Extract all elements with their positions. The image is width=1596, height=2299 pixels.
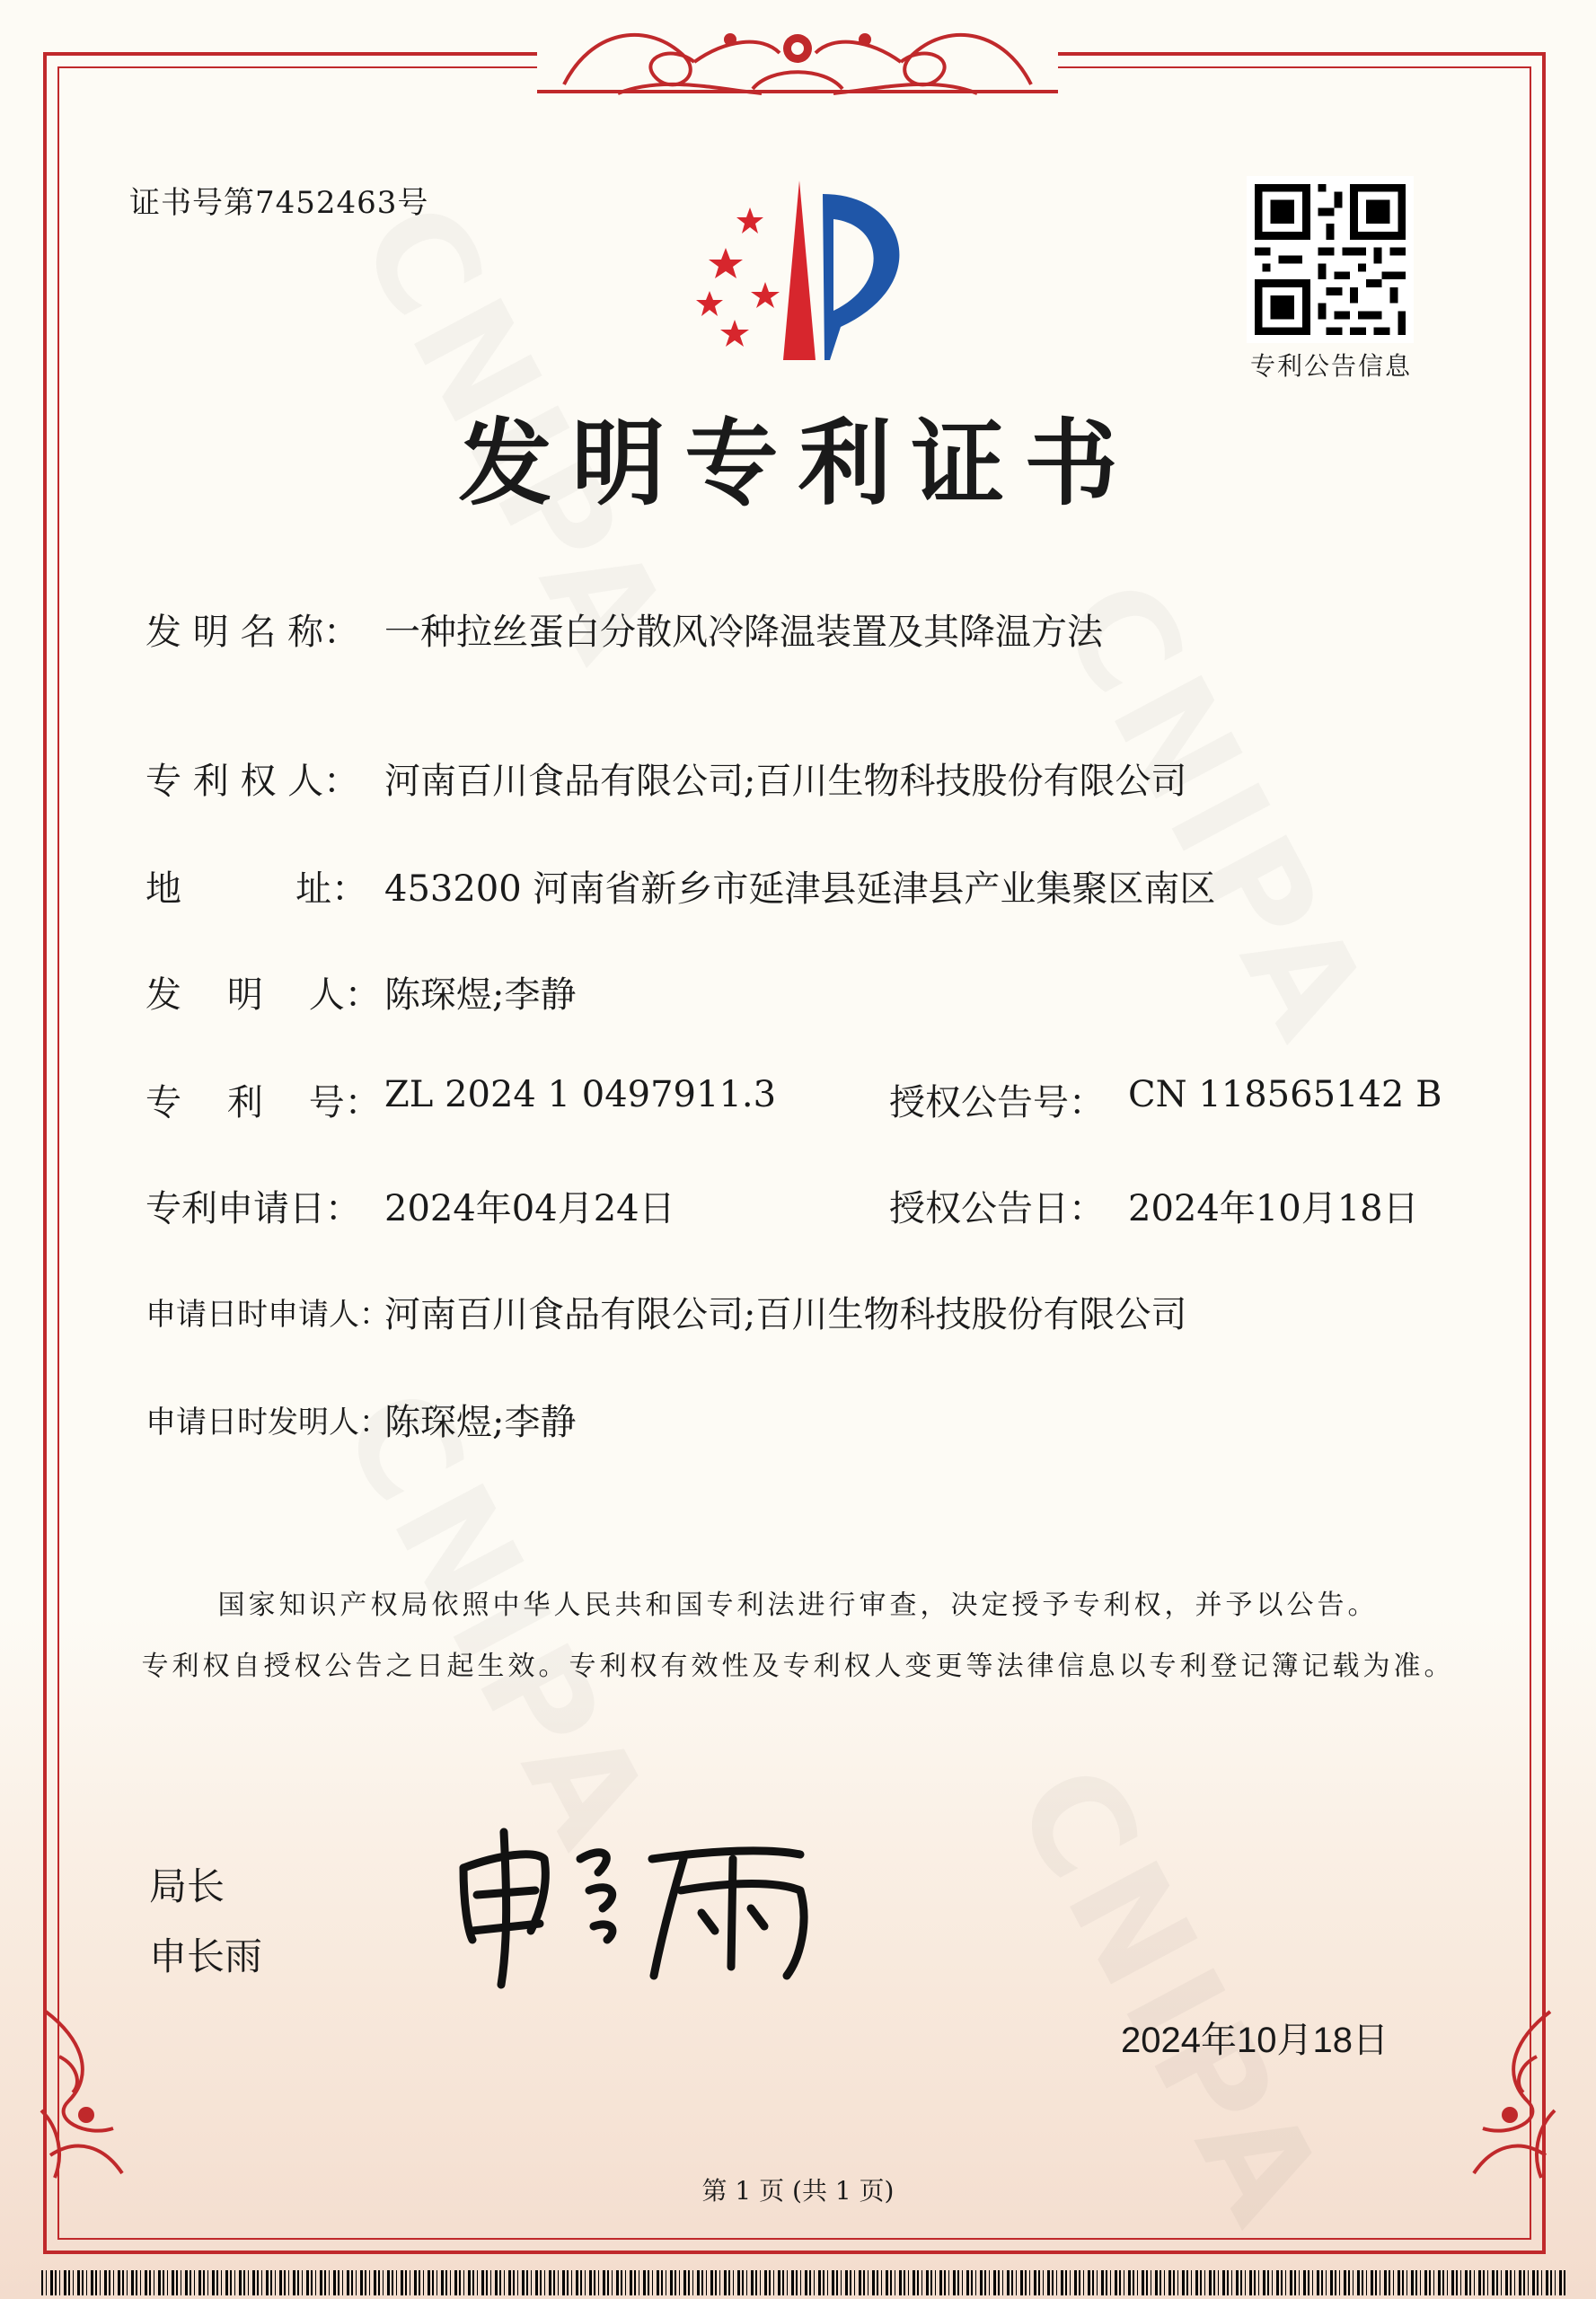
address-value: 453200 河南省新乡市延津县延津县产业集聚区南区 [384,868,1216,910]
invention-name-value: 一种拉丝蛋白分散风冷降温装置及其降温方法 [384,612,1103,653]
director-signature-icon [445,1805,823,1994]
page-number: 第 1 页 (共 1 页) [701,2176,895,2206]
applicant-at-filing-label: 申请日时申请人： [145,1297,390,1333]
certificate-number: 证书号第7452463号 [129,185,429,221]
cnipa-logo-icon [665,176,934,374]
top-ornament-icon [537,13,1058,102]
qr-caption: 专利公告信息 [1249,351,1412,381]
issue-date: 2024年10月18日 [1121,2021,1389,2060]
grant-publication-date-label: 授权公告日： [889,1188,1105,1229]
inventor-at-filing-value: 陈琛煜;李静 [384,1402,577,1443]
patentee-value: 河南百川食品有限公司;百川生物科技股份有限公司 [384,761,1187,802]
grant-publication-number-value: CN 118565142 B [1128,1074,1442,1115]
grant-publication-date-value: 2024年10月18日 [1128,1188,1419,1229]
corner-ornament-icon [32,2003,131,2182]
patent-number-value: ZL 2024 1 0497911.3 [384,1074,777,1115]
filing-date-value: 2024年04月24日 [384,1188,675,1229]
qr-code-icon[interactable] [1247,176,1414,343]
director-title: 局长 [149,1864,225,1908]
patentee-label: 专 利 权 人： [145,761,360,802]
address-label: 地 址： [145,868,368,910]
director-name: 申长雨 [149,1934,263,1978]
invention-name-label: 发 明 名 称： [145,612,360,653]
grant-publication-number-label: 授权公告号： [889,1082,1105,1123]
barcode-strip [41,2270,1568,2295]
certificate-title: 发明专利证书 [458,409,1138,518]
grant-statement-line-1: 国家知识产权局依照中华人民共和国专利法进行审查，决定授予专利权，并予以公告。 [217,1590,1379,1621]
corner-ornament-icon [1465,2003,1564,2182]
inventor-at-filing-label: 申请日时发明人： [145,1405,390,1440]
inventor-value: 陈琛煜;李静 [384,974,577,1016]
inventor-label: 发 明 人： [145,974,381,1016]
grant-statement-line-2: 专利权自授权公告之日起生效。专利权有效性及专利权人变更等法律信息以专利登记簿记载为准。 [141,1651,1455,1682]
applicant-at-filing-value: 河南百川食品有限公司;百川生物科技股份有限公司 [384,1294,1187,1335]
filing-date-label: 专利申请日： [145,1188,361,1229]
patent-number-label: 专 利 号： [145,1082,381,1123]
